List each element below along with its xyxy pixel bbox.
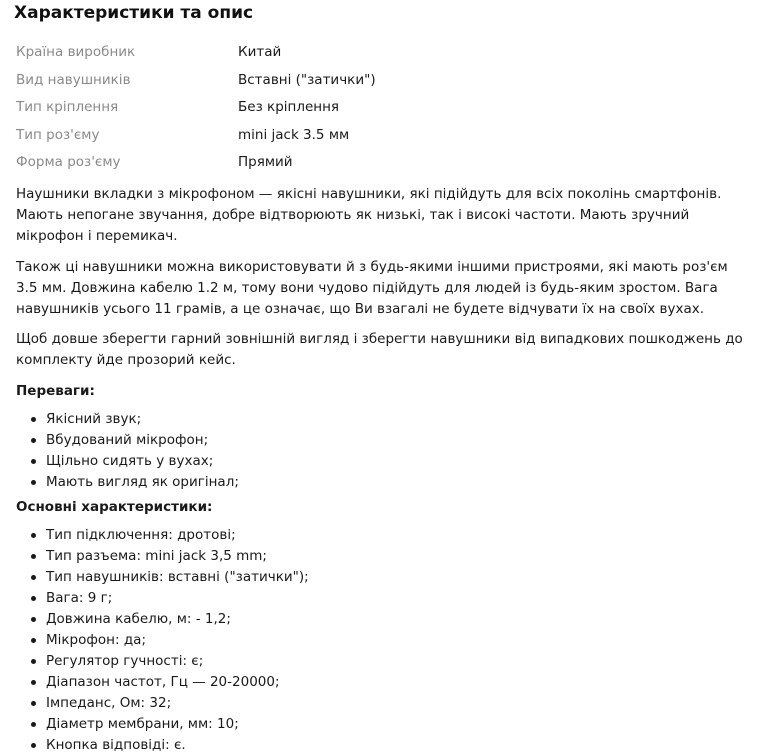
- spec-value: Китай: [238, 44, 282, 60]
- spec-row: [16, 42, 746, 70]
- spec-value: mini jack 3.5 мм: [238, 126, 350, 143]
- spec-row: [16, 97, 746, 125]
- spec-label: Тип кріплення: [16, 99, 119, 115]
- list-item: Тип підключення: дротові;: [30, 525, 746, 546]
- list-item: Мікрофон: да;: [30, 630, 746, 651]
- spec-row: [16, 125, 746, 153]
- list-item: Якісний звук;: [30, 409, 746, 430]
- advantages-heading: Переваги:: [16, 382, 95, 399]
- list-item: Вбудований мікрофон;: [30, 430, 746, 451]
- main-specs-list: [16, 525, 746, 756]
- spec-row: [16, 152, 746, 180]
- spec-value: Прямий: [238, 154, 293, 170]
- description-paragraph: Наушники вкладки з мікрофоном — якісні навушники, які підійдуть для всіх поколінь смартфонів. Мають непогане звучання, добре відтворюють як низькі, так і високі частоти. Мають зручний мікрофон і перемикач.: [16, 185, 722, 244]
- list-item: Тип навушників: вставні ("затички");: [30, 567, 746, 588]
- list-item: Щільно сидять у вухах;: [30, 451, 746, 472]
- specs-table: [16, 42, 746, 180]
- main-specs-heading: Основні характеристики:: [16, 498, 213, 515]
- spec-row: [16, 70, 746, 98]
- spec-value: Без кріплення: [238, 99, 340, 115]
- list-item: Діапазон частот, Гц — 20-20000;: [30, 672, 746, 693]
- spec-label: Вид навушників: [16, 71, 131, 88]
- list-item: Кнопка відповіді: є.: [30, 735, 746, 756]
- spec-label: Країна виробник: [16, 44, 136, 60]
- list-item: Імпеданс, Ом: 32;: [30, 693, 746, 714]
- list-item: Тип разъема: mini jack 3,5 mm;: [30, 546, 746, 567]
- advantages-list: [16, 409, 746, 493]
- description-paragraph: Також ці навушники можна використовувати й з будь-якими іншими пристроями, які мають роз'єм 3.5 мм. Довжина кабелю 1.2 м, тому вони чудово підійдуть для людей із будь-яким зростом. Вага навушників усього 11 грамів, а це означає, що Ви взагалі не будете відчувати їх на своїх вухах.: [16, 258, 728, 317]
- list-item: Регулятор гучності: є;: [30, 651, 746, 672]
- list-item: Мають вигляд як оригінал;: [30, 472, 746, 493]
- section-title: Характеристики та опис: [14, 3, 254, 23]
- spec-label: Тип роз'єму: [16, 126, 100, 143]
- spec-label: Форма роз'єму: [16, 154, 121, 170]
- list-item: Довжина кабелю, м: - 1,2;: [30, 609, 746, 630]
- spec-value: Вставні ("затички"): [238, 71, 376, 88]
- list-item: Діаметр мембрани, мм: 10;: [30, 714, 746, 735]
- product-description: [16, 0, 746, 756]
- description-paragraph: Щоб довше зберегти гарний зовнішній вигляд і зберегти навушники від випадкових пошкоджень до комплекту йде прозорий кейс.: [16, 330, 743, 368]
- list-item: Вага: 9 г;: [30, 588, 746, 609]
